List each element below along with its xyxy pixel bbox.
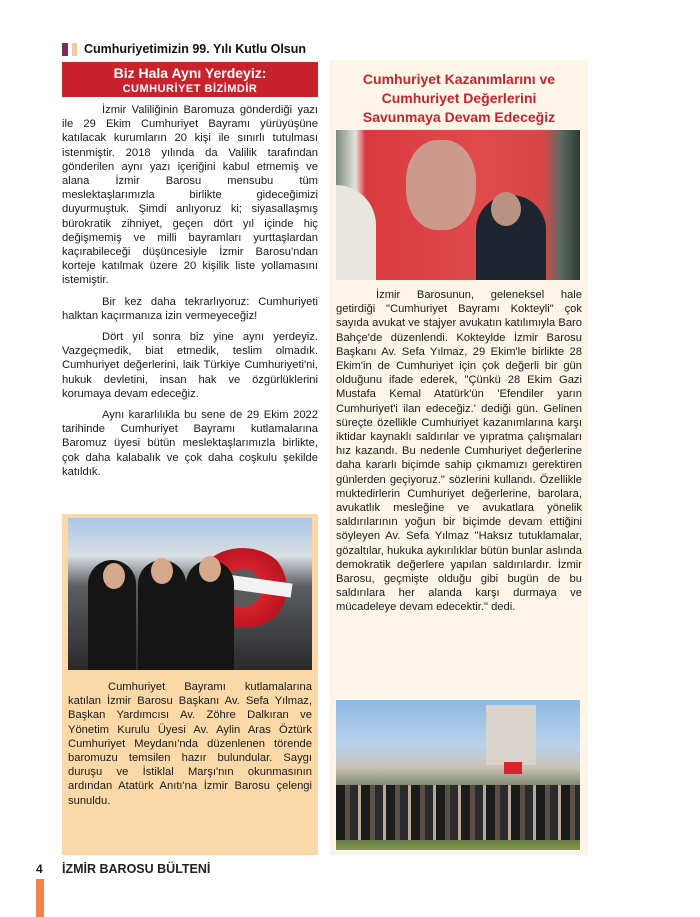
paragraph: Aynı kararlılıkla bu sene de 29 Ekim 2022 tarihinde Cumhuriyet Bayramı kutlamalarına Baromuz üyesi bütün meslektaşlarımızla birlikte, çok daha kalabalık ve çok daha coşkulu şekilde katıldık. [62,409,318,478]
banner-logo [336,185,376,280]
flag [504,762,522,774]
building [486,705,536,765]
publication-name: İZMİR BAROSU BÜLTENİ [62,862,211,876]
right-article-title [330,70,588,127]
paragraph: Dört yıl sonra biz yine aynı yerdeyiz. Vazgeçmedik, biat etmedik, teslim olmadık. Cumhuriyet değerlerini, laik Türkiye Cumhuriyeti'ni, hukuk devletini, insan hak ve özgürlüklerini korumaya devam edeceğiz. [62,331,318,400]
left-article-banner [62,62,318,99]
footer-accent-bar [36,879,44,917]
header-marker-peach [72,43,77,56]
left-article-title: Biz Hala Aynı Yerdeyiz: [113,65,267,81]
face [199,556,221,582]
title-line: Savunmaya Devam Edeceğiz [362,109,556,125]
speaker-face [491,192,521,226]
right-article-body [336,288,582,622]
face [151,558,173,584]
right-article [330,60,588,855]
wreath-ceremony-photo [68,518,312,670]
photo-box [62,514,318,855]
left-article-body [62,103,318,486]
speaker-photo [336,130,580,280]
section-title: Cumhuriyetimizin 99. Yılı Kutlu Olsun [84,42,307,56]
photo-caption: Cumhuriyet Bayramı kutlamalarına katılan İzmir Barosu Başkanı Av. Sefa Yılmaz, Başkan Yardımcısı Av. Zöhre Dalkıran ve Yönetim Kurulu Üyesi Av. Aylin Aras Öztürk Cumhuriyet Meydanı'nda düzenlenen törende baromuzu temsilen hazır bulundular. Saygı duruşu ve İstiklal Marşı'nın okunmasının ardından Atatürk Anıtı'na İzmir Barosu çelengi sunuldu. [68,681,312,807]
section-header [62,42,306,56]
title-line: Cumhuriyet Değerlerini [381,90,537,106]
garden-cocktail-photo [336,700,580,850]
paragraph: İzmir Barosunun, geleneksel hale getirdiği "Cumhuriyet Bayramı Kokteyli" çok sayıda avukat ve stajyer avukatın katılımıyla Baro Bahçe'de düzenlendi. Kokteylde İzmir Barosu Başkanı Av. Sefa Yılmaz, 29 Ekim'le birlikte 28 Ekim'in de Cumhuriyet için çok değerli bir gün olduğunu ifade ederek, "Çünkü 28 Ekim Gazi Mustafa Kemal Atatürk'ün 'Efendiler yarın Cumhuriyet'i ilan edeceğiz.' dediği gün. Gelinen süreçte özellikle Cumhuriyet kazanımlarına karşı iktidar kaynaklı saldırılar ve yıpratma çalışmaları hız kazandı. Bu nedenle Cumhuriyet değerlerine daha kararlı biçimde sahip çıkmamızı gerektiren günlerden geçiyoruz." sözlerini kullandı. Özellikle muktedirlerin Cumhuriyet değerlerine, barolara, avukatlık mesleğine ve avukatlara yönelik saldırılarının yoğun bir biçimde devam ettiğini söyleyen Av. Sefa Yılmaz "Haksız tutuklamalar, gözaltılar, hukuka aykırılıklar bütün bunlar aslında demokratik değerlere yapılan saldırılardır. İzmir Barosu, geçmişte olduğu gibi bugün de bu saldırılara her alanda karşı durmaya ve mücadeleye devam edecektir." dedi. [336,289,582,614]
face [103,563,125,589]
paragraph: İzmir Valiliğinin Baromuza gönderdiği yazı ile 29 Ekim Cumhuriyet Bayramı yürüyüşüne katılacak kurumların 20 kişi ile sınırlı tutulması istenmiştir. 2018 yılında da Valilik tarafından gönderilen aynı yazı içeriğini kabul etmemiş ve alana İzmir Barosu mensubu tüm meslektaşlarımızla birlikte gideceğimizi duyurmuştuk. Şimdi anlıyoruz ki; siyasallaşmış bürokratik zihniyet, geçen dört yıl içinde hiç değişmemiş ve milli bayramları yurttaşlardan kaçırabileceği düşüncesiyle İzmir Barosu'ndan korteje katılmak üzere 20 kişilik liste yollamasını istemiştir. [62,104,318,287]
header-marker-purple [62,43,68,56]
left-article-subtitle: CUMHURİYET BİZİMDİR [122,83,258,95]
page-number: 4 [36,862,43,876]
portrait-on-flag [406,140,476,230]
crowd [336,785,580,840]
title-line: Cumhuriyet Kazanımlarını ve [362,71,556,87]
paragraph: Bir kez daha tekrarlıyoruz: Cumhuriyeti halktan kaçırmanıza izin vermeyeceğiz! [62,295,318,322]
